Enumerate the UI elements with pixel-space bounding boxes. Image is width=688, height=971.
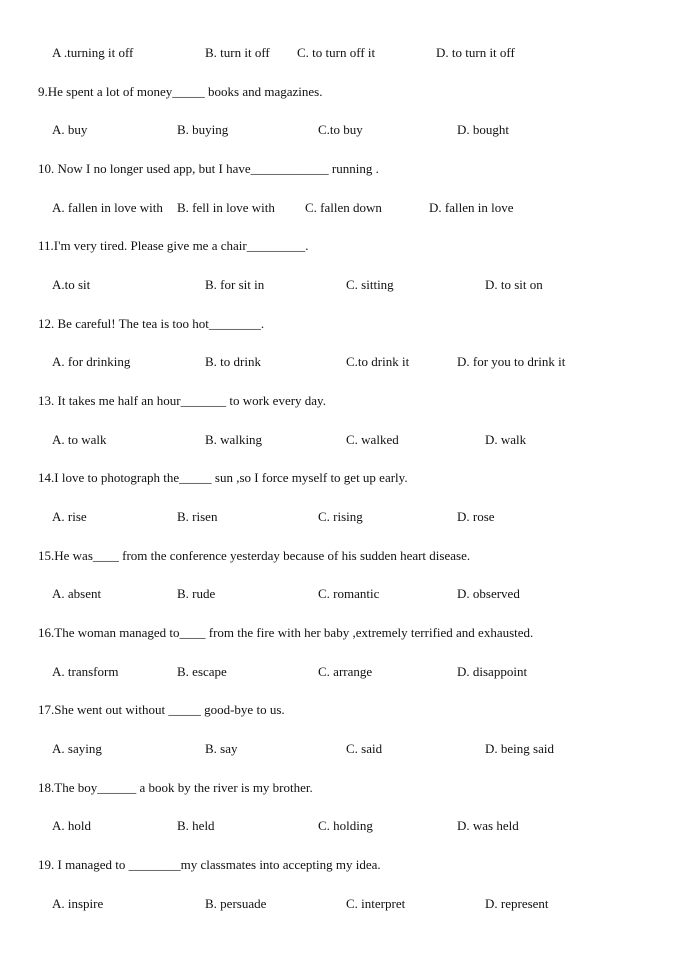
q10-option-d: D. fallen in love: [429, 200, 514, 215]
q16-option-d: D. disappoint: [457, 664, 528, 679]
q12-option-b: B. to drink: [205, 354, 261, 369]
q17-option-a: A. saying: [52, 741, 102, 756]
q19-option-d: D. represent: [485, 896, 549, 911]
q15-option-a: A. absent: [52, 586, 102, 601]
q8-option-c: C. to turn off it: [297, 45, 376, 60]
q11-option-d: D. to sit on: [485, 277, 543, 292]
q10-option-a: A. fallen in love with: [52, 200, 163, 215]
q12-option-c: C.to drink it: [346, 354, 410, 369]
q18-option-c: C. holding: [318, 818, 373, 833]
q19-option-c: C. interpret: [346, 896, 406, 911]
q11-option-c: C. sitting: [346, 277, 394, 292]
q11-option-b: B. for sit in: [205, 277, 265, 292]
q14-option-b: B. risen: [177, 509, 218, 524]
q12-option-a: A. for drinking: [52, 354, 131, 369]
q15-option-d: D. observed: [457, 586, 520, 601]
q14-option-c: C. rising: [318, 509, 363, 524]
q8-option-d: D. to turn it off: [436, 45, 515, 60]
q14-option-d: D. rose: [457, 509, 495, 524]
q14-stem: 14.I love to photograph the_____ sun ,so I force myself to get up early.: [38, 470, 408, 485]
q17-stem: 17.She went out without _____ good-bye to us.: [38, 702, 285, 717]
q13-stem: 13. It takes me half an hour_______ to work every day.: [38, 393, 326, 408]
q16-option-b: B. escape: [177, 664, 227, 679]
q17-option-c: C. said: [346, 741, 383, 756]
q10-option-b: B. fell in love with: [177, 200, 275, 215]
q9-option-d: D. bought: [457, 122, 509, 137]
q8-option-b: B. turn it off: [205, 45, 270, 60]
q16-stem: 16.The woman managed to____ from the fire with her baby ,extremely terrified and exhausted.: [38, 625, 534, 640]
q13-option-d: D. walk: [485, 432, 527, 447]
q9-option-b: B. buying: [177, 122, 229, 137]
q12-option-d: D. for you to drink it: [457, 354, 566, 369]
q15-option-b: B. rude: [177, 586, 216, 601]
q16-option-a: A. transform: [52, 664, 119, 679]
q19-option-a: A. inspire: [52, 896, 104, 911]
q18-option-d: D. was held: [457, 818, 519, 833]
q9-option-c: C.to buy: [318, 122, 363, 137]
q13-option-b: B. walking: [205, 432, 263, 447]
q8-option-a: A .turning it off: [52, 45, 134, 60]
q9-option-a: A. buy: [52, 122, 88, 137]
q10-option-c: C. fallen down: [305, 200, 382, 215]
q9-stem: 9.He spent a lot of money_____ books and magazines.: [38, 84, 323, 99]
q13-option-a: A. to walk: [52, 432, 107, 447]
q16-option-c: C. arrange: [318, 664, 373, 679]
q15-option-c: C. romantic: [318, 586, 380, 601]
q18-option-b: B. held: [177, 818, 215, 833]
q10-stem: 10. Now I no longer used app, but I have____________ running .: [38, 161, 379, 176]
q14-option-a: A. rise: [52, 509, 87, 524]
q17-option-b: B. say: [205, 741, 238, 756]
q19-stem: 19. I managed to ________my classmates into accepting my idea.: [38, 857, 381, 872]
q13-option-c: C. walked: [346, 432, 399, 447]
q17-option-d: D. being said: [485, 741, 554, 756]
q18-stem: 18.The boy______ a book by the river is my brother.: [38, 780, 313, 795]
q12-stem: 12. Be careful! The tea is too hot________.: [38, 316, 265, 331]
q15-stem: 15.He was____ from the conference yesterday because of his sudden heart disease.: [38, 548, 471, 563]
q11-stem: 11.I'm very tired. Please give me a chair_________.: [38, 238, 309, 253]
q11-option-a: A.to sit: [52, 277, 91, 292]
q18-option-a: A. hold: [52, 818, 91, 833]
q19-option-b: B. persuade: [205, 896, 267, 911]
